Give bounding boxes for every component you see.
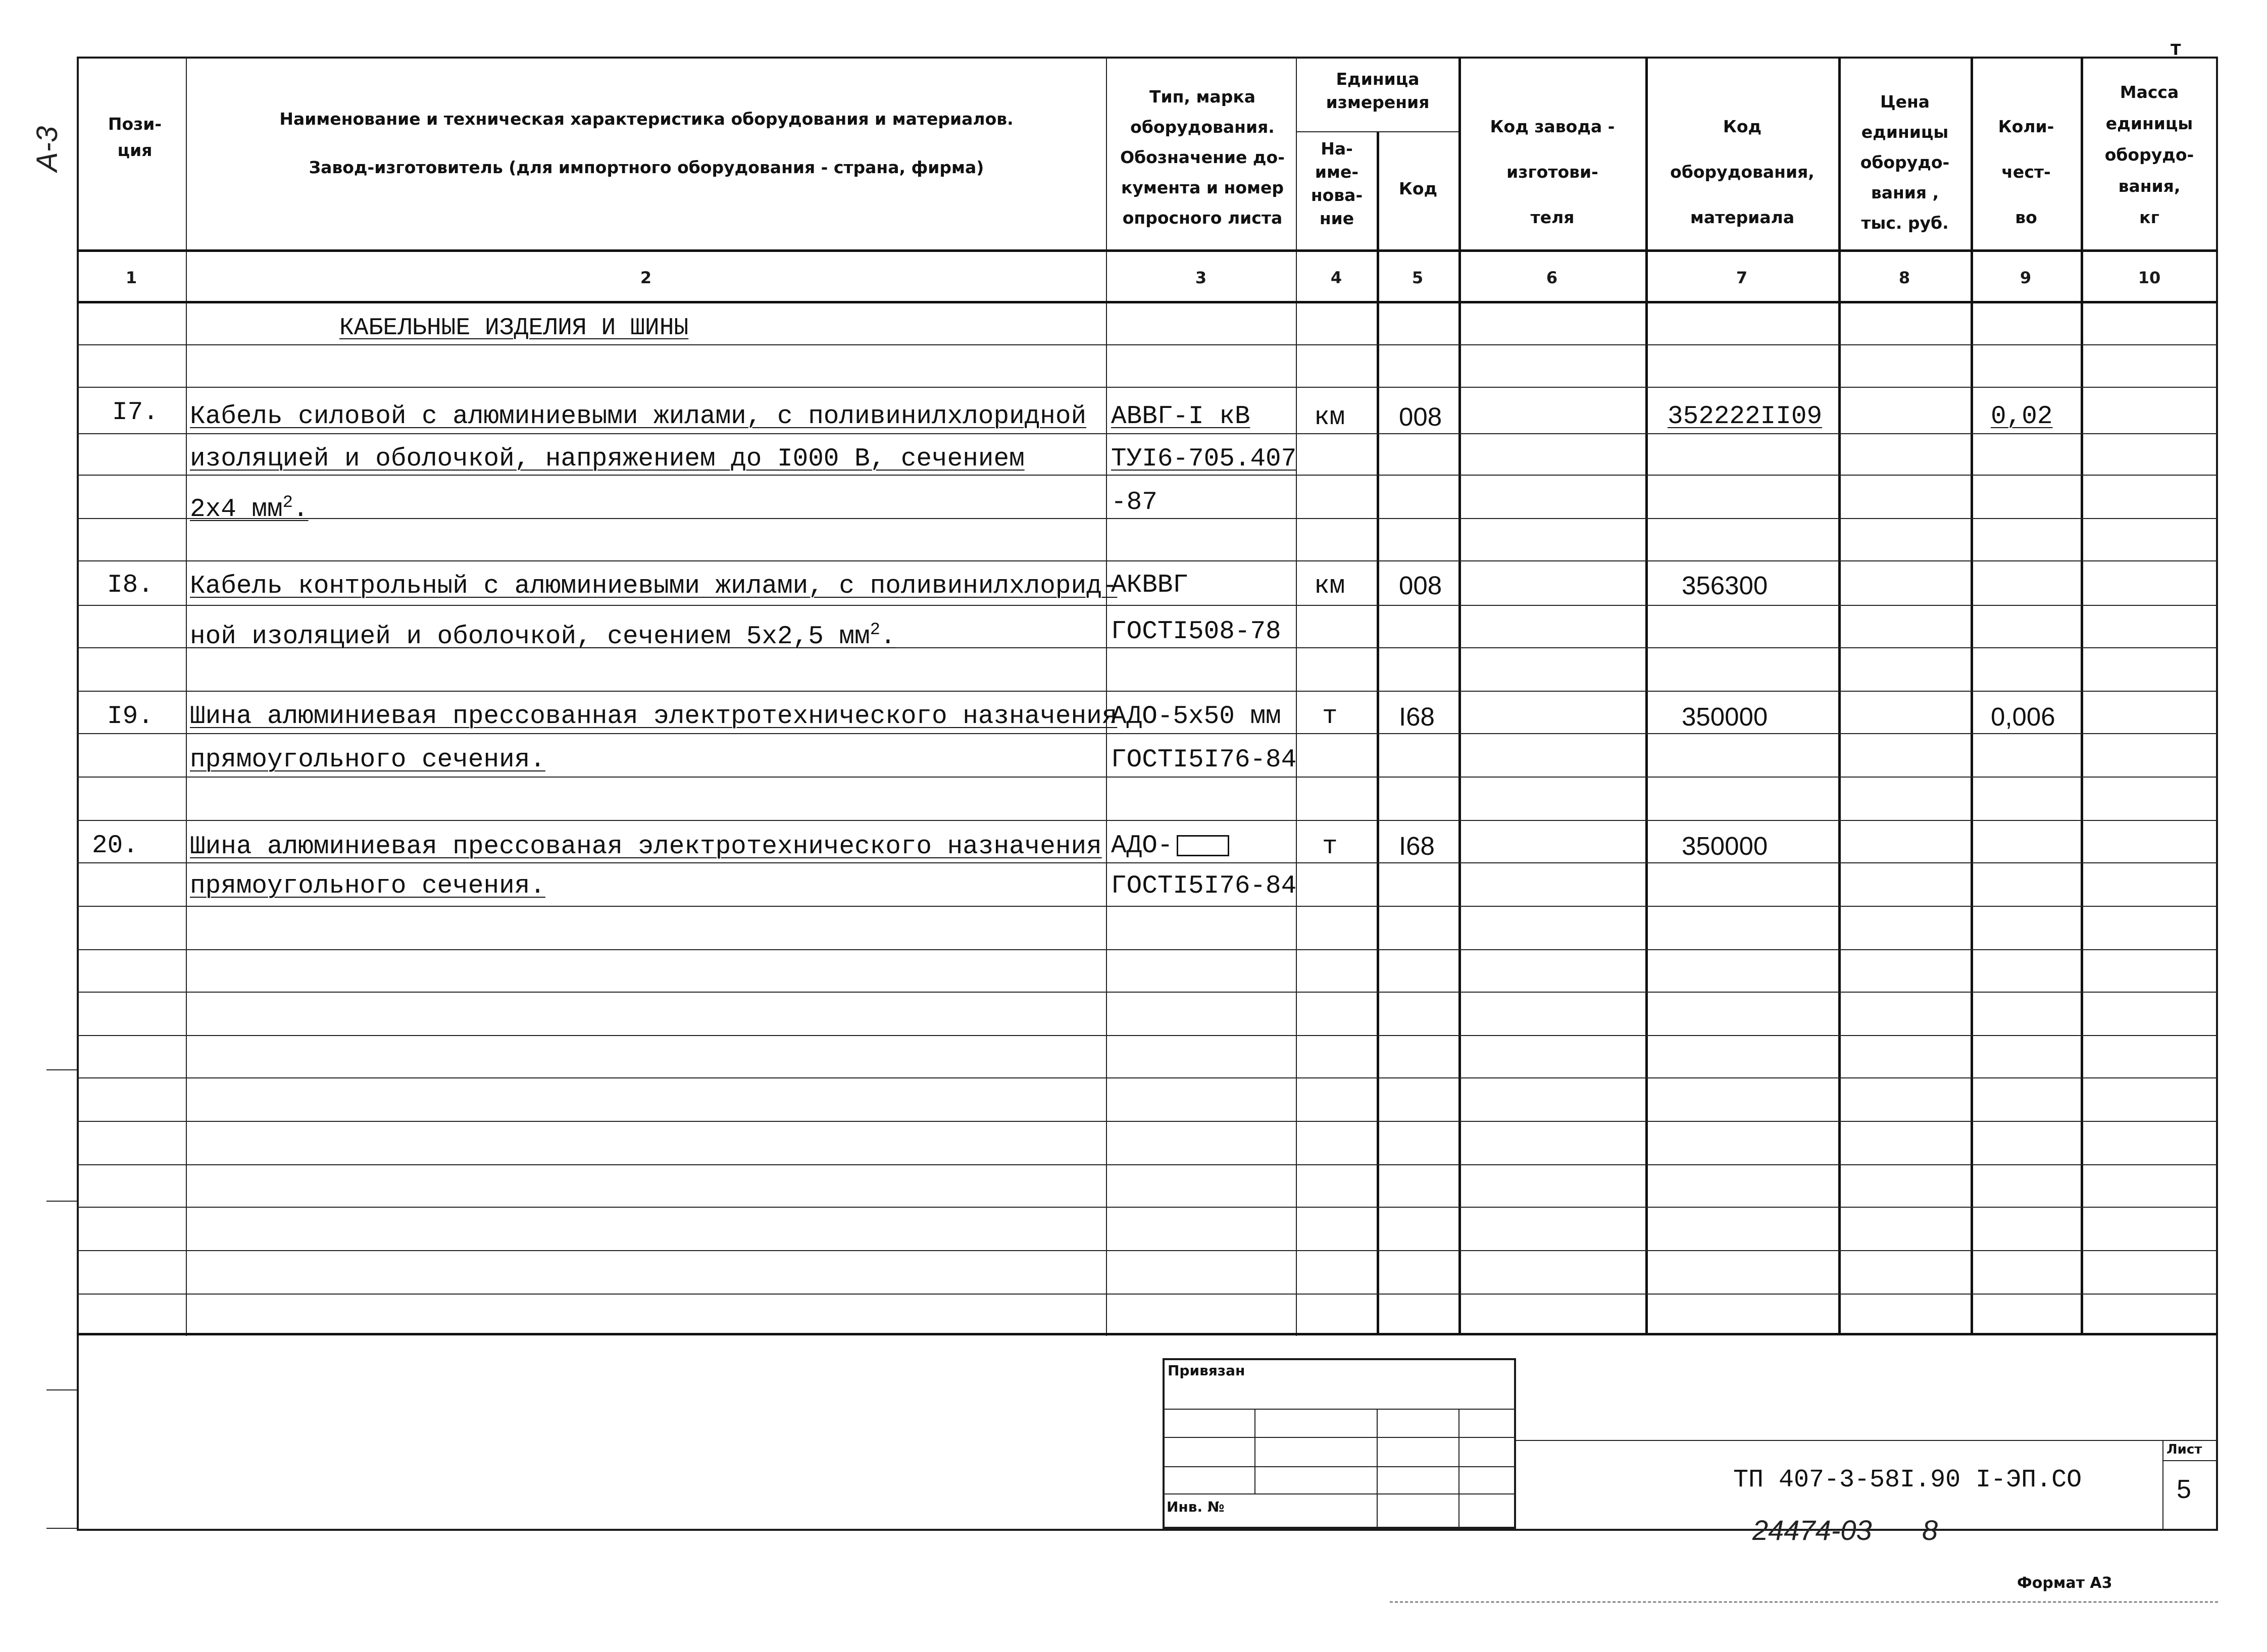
row-equipment-code: 350000 (1682, 832, 1768, 860)
header-name-line2: Завод-изготовитель (для импортного оборудования - страна, фирма) (309, 158, 984, 177)
header-position: Пози- ция (108, 114, 162, 160)
side-mark: А-3 (31, 126, 64, 172)
stamp-line (1163, 1493, 1516, 1494)
stamp-inv-label: Инв. № (1167, 1499, 1225, 1515)
col-divider-8 (1971, 57, 1973, 1333)
row-line (77, 862, 2218, 863)
row-line (77, 560, 2218, 561)
row-unit-code: I68 (1399, 702, 1435, 731)
row-unit: км (1314, 572, 1345, 601)
row-type-line: АДО-5x50 мм (1111, 702, 1281, 731)
row-line (77, 949, 2218, 950)
row-line (77, 1250, 2218, 1251)
column-number: 3 (1195, 268, 1207, 287)
row-line (77, 387, 2218, 388)
row-line (77, 1077, 2218, 1078)
unit-group-line (1296, 131, 1458, 132)
row-line (77, 777, 2218, 778)
handwritten-page: 8 (1922, 1514, 1938, 1546)
row-line (77, 906, 2218, 907)
stamp-sheet-divider (2162, 1440, 2163, 1529)
row-line (77, 820, 2218, 821)
row-position: I7. (112, 398, 159, 427)
margin-tick (46, 1389, 77, 1390)
row-position: I8. (107, 571, 154, 600)
row-unit-code: I68 (1399, 832, 1435, 860)
header-type: Тип, марка оборудования. Обозначение до- кумента и номер опросного листа (1120, 87, 1285, 228)
stamp-sheet-line (2162, 1460, 2218, 1461)
row-line (77, 518, 2218, 519)
header-quantity: Коли- чест- во (1998, 117, 2054, 227)
row-quantity: 0,006 (1991, 702, 2055, 731)
stamp-sheet-number: 5 (2177, 1475, 2191, 1504)
row-line (77, 1035, 2218, 1036)
row-line (77, 433, 2218, 434)
row-name-superscript: 2 (282, 493, 293, 512)
col-divider-2 (1106, 57, 1107, 1336)
numbers-bottom-line (77, 301, 2218, 303)
row-equipment-code: 350000 (1682, 702, 1768, 731)
row-quantity: 0,02 (1991, 402, 2053, 431)
column-number: 7 (1736, 268, 1748, 287)
row-unit: т (1322, 833, 1338, 861)
stamp-divider (1458, 1409, 1459, 1529)
row-type-line: ГОСТI508-78 (1111, 617, 1281, 646)
row-position: I9. (107, 702, 154, 731)
header-unit-name: На- име- нова- ние (1311, 139, 1363, 228)
header-mass: Масса единицы оборудо- вания, кг (2104, 82, 2194, 227)
header-unit-group: Единица измерения (1326, 69, 1430, 112)
row-type-line: ГОСТI5I76-84 (1111, 746, 1297, 775)
row-name-text: 2x4 мм (190, 495, 283, 524)
row-name-line: прямоугольного сечения. (190, 872, 545, 901)
header-equipment-code: Код оборудования, материала (1670, 117, 1815, 227)
row-type-line: -87 (1111, 488, 1157, 517)
stamp-line (1163, 1409, 1516, 1410)
col-divider-7 (1838, 57, 1841, 1333)
row-type-line: ТУI6-705.407 (1111, 445, 1297, 474)
row-line (77, 1294, 2218, 1295)
header-name-line1: Наименование и техническая характеристика оборудования и материалов. (279, 109, 1014, 129)
row-name-line: изоляцией и оболочкой, напряжением до I000 В, сечением (190, 445, 1025, 474)
row-type-line (1111, 831, 1229, 861)
row-name-end: . (880, 623, 896, 651)
top-mark: Т (2171, 41, 2181, 59)
row-name-line: Кабель контрольный с алюминиевыми жилами, с поливинилхлорид- (190, 572, 1118, 601)
row-name-end: . (293, 495, 309, 524)
handwritten-number: 24474-03 (1752, 1514, 1872, 1546)
row-equipment-code: 352222II09 (1668, 402, 1823, 431)
row-name-text: ной изоляцией и оболочкой, сечением 5x2,5 мм (190, 623, 870, 651)
row-name-line (190, 615, 896, 652)
row-line (77, 344, 2218, 345)
column-number: 6 (1546, 268, 1558, 287)
row-line (77, 1207, 2218, 1208)
row-position: 20. (92, 832, 138, 860)
col-divider-5 (1458, 57, 1461, 1333)
row-line (77, 733, 2218, 734)
table-body-bottom (77, 1333, 2218, 1335)
margin-tick (46, 1069, 77, 1070)
column-number: 8 (1898, 268, 1910, 287)
bottom-dash-line (1390, 1602, 2218, 1603)
row-unit: т (1322, 702, 1338, 731)
row-line (77, 475, 2218, 476)
row-type-line: ГОСТI5I76-84 (1111, 872, 1297, 901)
row-line (77, 691, 2218, 692)
stamp-doc-code: ТП 407-3-58I.90 I-ЭП.СО (1733, 1466, 2082, 1494)
column-number: 1 (125, 268, 137, 287)
row-unit-code: 008 (1399, 402, 1442, 431)
stamp-title-line (1516, 1440, 2218, 1441)
row-unit-code: 008 (1399, 571, 1442, 600)
row-name-superscript: 2 (870, 621, 881, 640)
row-line (77, 1164, 2218, 1165)
row-line (77, 1121, 2218, 1122)
stamp-bound-label: Привязан (1168, 1362, 1245, 1379)
stamp-sheet-label: Лист (2167, 1442, 2202, 1457)
section-title: КАБЕЛЬНЫЕ ИЗДЕЛИЯ И ШИНЫ (339, 315, 689, 342)
col-divider-6 (1645, 57, 1648, 1333)
stamp-divider (1377, 1409, 1378, 1529)
col-divider-3 (1296, 57, 1297, 1336)
column-number: 4 (1330, 268, 1342, 287)
stamp-line (1163, 1437, 1516, 1438)
header-unit-code: Код (1398, 179, 1438, 198)
row-name-line: Шина алюминиевая прессованая электротехнического назначения (190, 833, 1102, 861)
header-factory-code: Код завода - изготови- теля (1490, 117, 1615, 227)
header-bottom-line (77, 249, 2218, 252)
row-name-line: Шина алюминиевая прессованная электротехнического назначения (190, 702, 1118, 731)
row-name-line: прямоугольного сечения. (190, 746, 545, 775)
row-line (77, 992, 2218, 993)
stamp-divider (1254, 1409, 1255, 1493)
row-line (77, 605, 2218, 606)
margin-tick (46, 1528, 77, 1529)
row-unit: км (1314, 403, 1345, 432)
row-type-line: АКВВГ (1111, 571, 1189, 600)
margin-tick (46, 1201, 77, 1202)
column-number: 9 (2020, 268, 2032, 287)
col-divider-1 (186, 57, 187, 1336)
header-price: Цена единицы оборудо- вания , тыс. руб. (1860, 92, 1950, 233)
row-name-line (190, 488, 309, 525)
stamp-line (1163, 1466, 1516, 1467)
row-type-text: АДО- (1111, 832, 1173, 860)
col-divider-9 (2081, 57, 2083, 1333)
row-name-line: Кабель силовой с алюминиевыми жилами, с поливинилхлоридной (190, 402, 1087, 431)
column-number: 5 (1412, 268, 1424, 287)
row-equipment-code: 356300 (1682, 571, 1768, 600)
rectangle-section-icon (1177, 835, 1229, 856)
column-number: 2 (640, 268, 652, 287)
format-label: Формат А3 (2017, 1574, 2112, 1592)
row-type-line: АВВГ-I кВ (1111, 402, 1250, 431)
column-number: 10 (2138, 268, 2161, 287)
col-divider-4 (1377, 131, 1379, 1333)
